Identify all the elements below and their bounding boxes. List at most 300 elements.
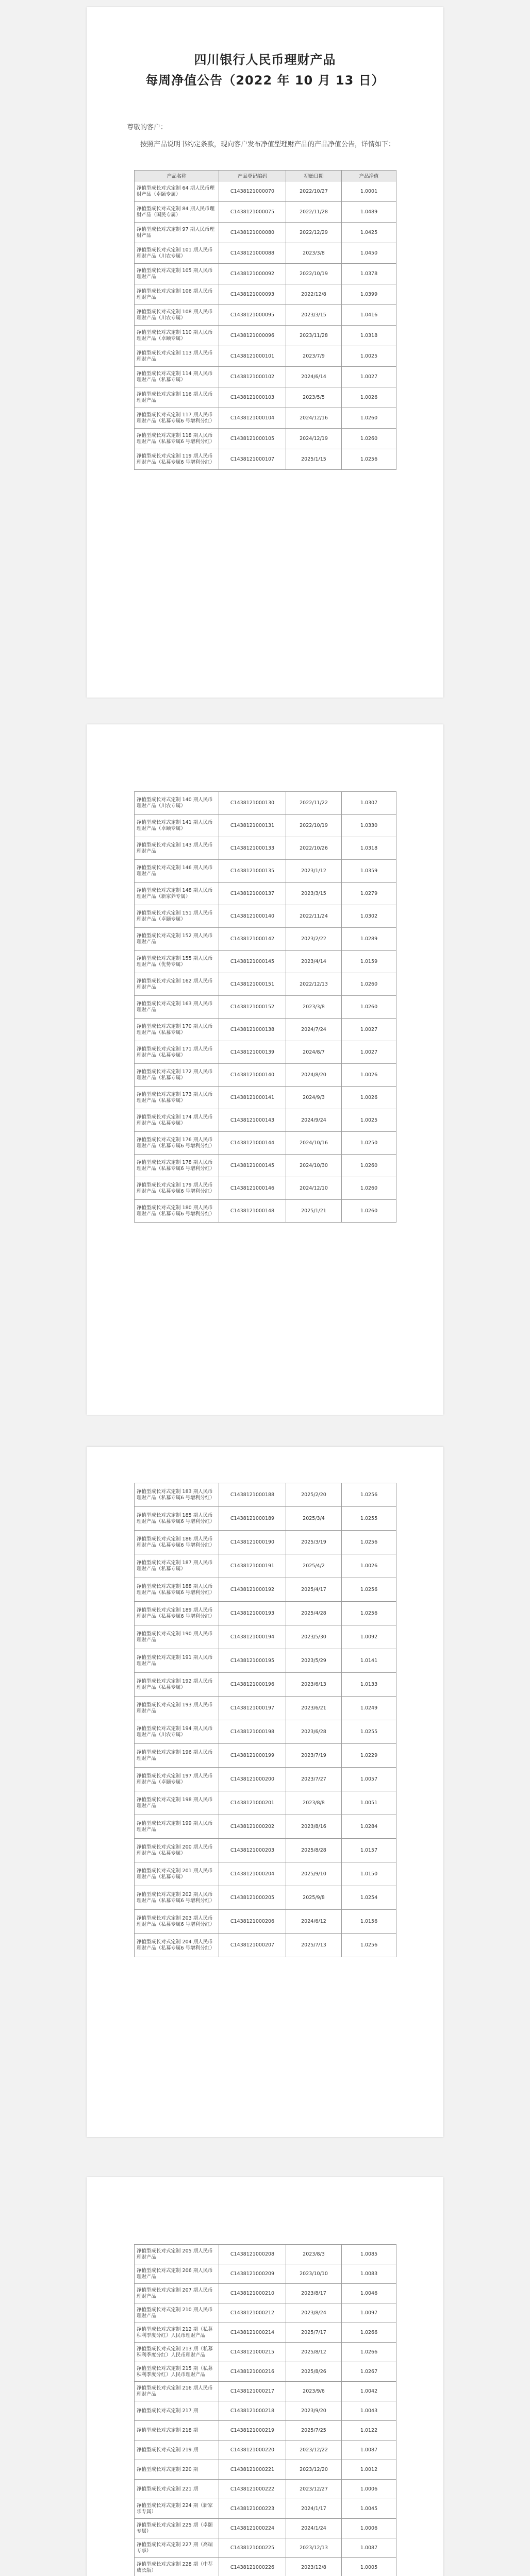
nav-value-cell: 1.0043 xyxy=(342,2401,396,2421)
nav-value-cell: 1.0450 xyxy=(342,243,396,264)
start-date-cell: 2023/6/28 xyxy=(286,1720,342,1744)
nav-value-cell: 1.0256 xyxy=(342,1483,396,1507)
product-code-cell: C1438121000192 xyxy=(219,1578,286,1602)
product-code-cell: C1438121000189 xyxy=(219,1507,286,1531)
product-name-cell: 净值型成长对式定制 194 期人民币理财产品（川农专属） xyxy=(135,1720,219,1744)
table-row xyxy=(135,1886,396,1910)
product-code-cell: C1438121000103 xyxy=(219,387,286,408)
nav-value-cell: 1.0260 xyxy=(342,1200,396,1223)
product-code-cell: C1438121000199 xyxy=(219,1744,286,1768)
start-date-cell: 2025/9/8 xyxy=(286,1886,342,1910)
nav-table-page-2 xyxy=(134,791,396,1223)
product-code-cell: C1438121000196 xyxy=(219,1673,286,1697)
start-date-cell: 2023/8/8 xyxy=(286,1791,342,1815)
product-name-cell: 净值型成长对式定制 206 期人民币理财产品 xyxy=(135,2264,219,2284)
start-date-cell: 2023/9/6 xyxy=(286,2382,342,2401)
start-date-cell: 2023/3/15 xyxy=(286,305,342,326)
nav-value-cell: 1.0399 xyxy=(342,284,396,305)
document-page-1 xyxy=(87,7,443,698)
product-name-cell: 净值型成长对式定制 117 期人民币理财产品（私募专属6 号增利分红） xyxy=(135,408,219,429)
table-row xyxy=(135,837,396,860)
nav-value-cell: 1.0006 xyxy=(342,2519,396,2538)
start-date-cell: 2024/1/24 xyxy=(286,2519,342,2538)
product-code-cell: C1438121000133 xyxy=(219,837,286,860)
nav-value-cell: 1.0133 xyxy=(342,1673,396,1697)
start-date-cell: 2023/12/13 xyxy=(286,2538,342,2558)
start-date-cell: 2024/6/14 xyxy=(286,367,342,387)
nav-value-cell: 1.0256 xyxy=(342,1934,396,1957)
product-code-cell: C1438121000151 xyxy=(219,973,286,996)
product-name-cell: 净值型成长对式定制 183 期人民币理财产品（私募专属6 号增利分红） xyxy=(135,1483,219,1507)
product-code-cell: C1438121000138 xyxy=(219,1019,286,1041)
nav-value-cell: 1.0256 xyxy=(342,1531,396,1554)
header-product-code: 产品登记编码 xyxy=(219,171,286,181)
start-date-cell: 2023/6/13 xyxy=(286,1673,342,1697)
product-code-cell: C1438121000226 xyxy=(219,2558,286,2576)
table-row xyxy=(135,387,396,408)
product-code-cell: C1438121000201 xyxy=(219,1791,286,1815)
product-code-cell: C1438121000080 xyxy=(219,223,286,243)
table-row xyxy=(135,2421,396,2441)
start-date-cell: 2024/10/30 xyxy=(286,1155,342,1177)
table-row xyxy=(135,1109,396,1132)
nav-value-cell: 1.0157 xyxy=(342,1839,396,1862)
product-name-cell: 净值型成长对式定制 224 期（新家乐专属） xyxy=(135,2499,219,2519)
nav-value-cell: 1.0266 xyxy=(342,2343,396,2362)
table-row xyxy=(135,429,396,449)
nav-value-cell: 1.0260 xyxy=(342,973,396,996)
product-name-cell: 净值型成长对式定制 97 期人民币理财产品 xyxy=(135,223,219,243)
nav-value-cell: 1.0255 xyxy=(342,1720,396,1744)
table-row xyxy=(135,2538,396,2558)
nav-value-cell: 1.0159 xyxy=(342,951,396,973)
nav-value-cell: 1.0256 xyxy=(342,1578,396,1602)
product-code-cell: C1438121000075 xyxy=(219,202,286,223)
nav-value-cell: 1.0141 xyxy=(342,1649,396,1673)
product-name-cell: 净值型成长对式定制 202 期人民币理财产品（私募专属6 号增利分红） xyxy=(135,1886,219,1910)
product-code-cell: C1438121000145 xyxy=(219,1155,286,1177)
table-row xyxy=(135,905,396,928)
start-date-cell: 2025/2/20 xyxy=(286,1483,342,1507)
start-date-cell: 2023/12/27 xyxy=(286,2480,342,2499)
table-row xyxy=(135,1132,396,1155)
start-date-cell: 2024/7/24 xyxy=(286,1019,342,1041)
table-row xyxy=(135,815,396,837)
product-name-cell: 净值型成长对式定制 180 期人民币理财产品（私募专属6 号增利分红） xyxy=(135,1200,219,1223)
product-name-cell: 净值型成长对式定制 203 期人民币理财产品（私募专属6 号增利分红） xyxy=(135,1910,219,1934)
table-row xyxy=(135,1791,396,1815)
start-date-cell: 2023/11/28 xyxy=(286,326,342,346)
product-code-cell: C1438121000105 xyxy=(219,429,286,449)
start-date-cell: 2022/11/24 xyxy=(286,905,342,928)
product-name-cell: 净值型成长对式定制 105 期人民币理财产品 xyxy=(135,264,219,284)
nav-value-cell: 1.0097 xyxy=(342,2303,396,2323)
start-date-cell: 2025/4/17 xyxy=(286,1578,342,1602)
start-date-cell: 2025/8/28 xyxy=(286,1839,342,1862)
product-code-cell: C1438121000137 xyxy=(219,883,286,905)
start-date-cell: 2025/1/21 xyxy=(286,1200,342,1223)
start-date-cell: 2022/10/27 xyxy=(286,181,342,202)
nav-value-cell: 1.0256 xyxy=(342,1602,396,1625)
start-date-cell: 2024/8/7 xyxy=(286,1041,342,1064)
start-date-cell: 2024/8/20 xyxy=(286,1064,342,1087)
nav-table-page-3 xyxy=(134,1483,396,1957)
product-name-cell: 净值型成长对式定制 193 期人民币理财产品 xyxy=(135,1697,219,1720)
table-row xyxy=(135,408,396,429)
table-row xyxy=(135,1041,396,1064)
product-code-cell: C1438121000070 xyxy=(219,181,286,202)
table-row xyxy=(135,1934,396,1957)
product-code-cell: C1438121000141 xyxy=(219,1087,286,1109)
nav-value-cell: 1.0254 xyxy=(342,1886,396,1910)
nav-value-cell: 1.0307 xyxy=(342,792,396,815)
start-date-cell: 2023/8/24 xyxy=(286,2303,342,2323)
product-code-cell: C1438121000214 xyxy=(219,2323,286,2343)
nav-value-cell: 1.0006 xyxy=(342,2480,396,2499)
nav-value-cell: 1.0260 xyxy=(342,429,396,449)
product-name-cell: 净值型成长对式定制 192 期人民币理财产品（私募专属） xyxy=(135,1673,219,1697)
table-row xyxy=(135,1649,396,1673)
start-date-cell: 2025/1/15 xyxy=(286,449,342,470)
product-name-cell: 净值型成长对式定制 172 期人民币理财产品（私募专属） xyxy=(135,1064,219,1087)
nav-value-cell: 1.0085 xyxy=(342,2245,396,2264)
product-code-cell: C1438121000204 xyxy=(219,1862,286,1886)
product-name-cell: 净值型成长对式定制 218 期 xyxy=(135,2421,219,2441)
product-code-cell: C1438121000217 xyxy=(219,2382,286,2401)
start-date-cell: 2025/8/12 xyxy=(286,2343,342,2362)
start-date-cell: 2024/12/10 xyxy=(286,1177,342,1200)
product-name-cell: 净值型成长对式定制 220 期 xyxy=(135,2460,219,2480)
header-nav: 产品净值 xyxy=(342,171,396,181)
start-date-cell: 2023/7/19 xyxy=(286,1744,342,1768)
table-header-row xyxy=(135,171,396,181)
product-code-cell: C1438121000202 xyxy=(219,1815,286,1839)
start-date-cell: 2023/6/21 xyxy=(286,1697,342,1720)
start-date-cell: 2023/8/3 xyxy=(286,2245,342,2264)
product-code-cell: C1438121000139 xyxy=(219,1041,286,1064)
product-name-cell: 净值型成长对式定制 186 期人民币理财产品（私募专属6 号增利分红） xyxy=(135,1531,219,1554)
nav-value-cell: 1.0045 xyxy=(342,2499,396,2519)
product-name-cell: 净值型成长对式定制 113 期人民币理财产品 xyxy=(135,346,219,367)
start-date-cell: 2024/9/3 xyxy=(286,1087,342,1109)
product-code-cell: C1438121000096 xyxy=(219,326,286,346)
product-code-cell: C1438121000131 xyxy=(219,815,286,837)
product-name-cell: 净值型成长对式定制 163 期人民币理财产品 xyxy=(135,996,219,1019)
document-page-4 xyxy=(87,2177,443,2576)
product-name-cell: 净值型成长对式定制 143 期人民币理财产品 xyxy=(135,837,219,860)
product-name-cell: 净值型成长对式定制 213 期（私募积利季度分红）人民币理财产品 xyxy=(135,2343,219,2362)
table-row xyxy=(135,2382,396,2401)
table-row xyxy=(135,792,396,815)
product-name-cell: 净值型成长对式定制 84 期人民币理财产品（国民专属） xyxy=(135,202,219,223)
product-name-cell: 净值型成长对式定制 189 期人民币理财产品（私募专属6 号增利分红） xyxy=(135,1602,219,1625)
table-row xyxy=(135,1720,396,1744)
product-code-cell: C1438121000221 xyxy=(219,2460,286,2480)
table-row xyxy=(135,951,396,973)
nav-value-cell: 1.0279 xyxy=(342,883,396,905)
product-code-cell: C1438121000146 xyxy=(219,1177,286,1200)
nav-value-cell: 1.0042 xyxy=(342,2382,396,2401)
product-code-cell: C1438121000188 xyxy=(219,1483,286,1507)
table-row xyxy=(135,996,396,1019)
nav-value-cell: 1.0025 xyxy=(342,1109,396,1132)
start-date-cell: 2023/1/12 xyxy=(286,860,342,883)
table-row xyxy=(135,928,396,951)
nav-value-cell: 1.0087 xyxy=(342,2441,396,2460)
product-name-cell: 净值型成长对式定制 204 期人民币理财产品（私募专属6 号增利分红） xyxy=(135,1934,219,1957)
nav-value-cell: 1.0260 xyxy=(342,1177,396,1200)
start-date-cell: 2023/3/8 xyxy=(286,243,342,264)
product-name-cell: 净值型成长对式定制 207 期人民币理财产品 xyxy=(135,2284,219,2303)
start-date-cell: 2025/7/25 xyxy=(286,2421,342,2441)
start-date-cell: 2024/6/12 xyxy=(286,1910,342,1934)
start-date-cell: 2023/4/14 xyxy=(286,951,342,973)
product-name-cell: 净值型成长对式定制 201 期人民币理财产品（私募专属） xyxy=(135,1862,219,1886)
product-code-cell: C1438121000095 xyxy=(219,305,286,326)
nav-value-cell: 1.0229 xyxy=(342,1744,396,1768)
nav-value-cell: 1.0267 xyxy=(342,2362,396,2382)
table-row xyxy=(135,264,396,284)
table-row xyxy=(135,367,396,387)
nav-value-cell: 1.0378 xyxy=(342,264,396,284)
product-code-cell: C1438121000207 xyxy=(219,1934,286,1957)
product-code-cell: C1438121000218 xyxy=(219,2401,286,2421)
nav-value-cell: 1.0027 xyxy=(342,367,396,387)
start-date-cell: 2022/10/19 xyxy=(286,815,342,837)
product-name-cell: 净值型成长对式定制 171 期人民币理财产品（私募专属） xyxy=(135,1041,219,1064)
product-name-cell: 净值型成长对式定制 176 期人民币理财产品（私募专属6 号增利分红） xyxy=(135,1132,219,1155)
nav-value-cell: 1.0051 xyxy=(342,1791,396,1815)
product-name-cell: 净值型成长对式定制 185 期人民币理财产品（私募专属6 号增利分红） xyxy=(135,1507,219,1531)
table-row xyxy=(135,326,396,346)
product-code-cell: C1438121000142 xyxy=(219,928,286,951)
product-name-cell: 净值型成长对式定制 228 期（中荐成长版） xyxy=(135,2558,219,2576)
start-date-cell: 2022/11/28 xyxy=(286,202,342,223)
start-date-cell: 2025/7/17 xyxy=(286,2323,342,2343)
table-row xyxy=(135,1602,396,1625)
nav-value-cell: 1.0330 xyxy=(342,815,396,837)
header-product-name: 产品名称 xyxy=(135,171,219,181)
document-page-2 xyxy=(87,724,443,1415)
table-row xyxy=(135,243,396,264)
start-date-cell: 2022/11/22 xyxy=(286,792,342,815)
product-code-cell: C1438121000210 xyxy=(219,2284,286,2303)
product-name-cell: 净值型成长对式定制 173 期人民币理财产品（私募专属） xyxy=(135,1087,219,1109)
table-row xyxy=(135,2264,396,2284)
product-code-cell: C1438121000101 xyxy=(219,346,286,367)
product-name-cell: 净值型成长对式定制 199 期人民币理财产品 xyxy=(135,1815,219,1839)
start-date-cell: 2023/12/22 xyxy=(286,2441,342,2460)
start-date-cell: 2022/12/8 xyxy=(286,284,342,305)
product-name-cell: 净值型成长对式定制 188 期人民币理财产品（私募专属6 号增利分红） xyxy=(135,1578,219,1602)
table-row xyxy=(135,2480,396,2499)
product-name-cell: 净值型成长对式定制 196 期人民币理财产品 xyxy=(135,1744,219,1768)
table-row xyxy=(135,2499,396,2519)
table-row xyxy=(135,1744,396,1768)
start-date-cell: 2024/9/24 xyxy=(286,1109,342,1132)
start-date-cell: 2023/2/22 xyxy=(286,928,342,951)
table-row xyxy=(135,2558,396,2576)
product-name-cell: 净值型成长对式定制 114 期人民币理财产品（私募专属） xyxy=(135,367,219,387)
start-date-cell: 2023/5/29 xyxy=(286,1649,342,1673)
nav-value-cell: 1.0057 xyxy=(342,1768,396,1791)
nav-value-cell: 1.0026 xyxy=(342,1064,396,1087)
nav-value-cell: 1.0260 xyxy=(342,996,396,1019)
nav-value-cell: 1.0012 xyxy=(342,2460,396,2480)
product-name-cell: 净值型成长对式定制 64 期人民币理财产品（卓颐专属） xyxy=(135,181,219,202)
product-name-cell: 净值型成长对式定制 118 期人民币理财产品（私募专属6 号增利分红） xyxy=(135,429,219,449)
product-name-cell: 净值型成长对式定制 141 期人民币理财产品（卓颐专属） xyxy=(135,815,219,837)
table-row xyxy=(135,1155,396,1177)
product-code-cell: C1438121000104 xyxy=(219,408,286,429)
product-code-cell: C1438121000140 xyxy=(219,1064,286,1087)
table-row xyxy=(135,1200,396,1223)
product-code-cell: C1438121000130 xyxy=(219,792,286,815)
start-date-cell: 2023/3/8 xyxy=(286,996,342,1019)
table-row xyxy=(135,1910,396,1934)
start-date-cell: 2023/12/8 xyxy=(286,2558,342,2576)
table-row xyxy=(135,2245,396,2264)
nav-value-cell: 1.0318 xyxy=(342,326,396,346)
nav-value-cell: 1.0150 xyxy=(342,1862,396,1886)
start-date-cell: 2023/5/5 xyxy=(286,387,342,408)
nav-value-cell: 1.0026 xyxy=(342,387,396,408)
nav-value-cell: 1.0489 xyxy=(342,202,396,223)
nav-value-cell: 1.0027 xyxy=(342,1041,396,1064)
start-date-cell: 2023/12/20 xyxy=(286,2460,342,2480)
product-name-cell: 净值型成长对式定制 212 期（私募积利季度分红）人民币理财产品 xyxy=(135,2323,219,2343)
nav-value-cell: 1.0260 xyxy=(342,408,396,429)
start-date-cell: 2022/10/19 xyxy=(286,264,342,284)
nav-value-cell: 1.0005 xyxy=(342,2558,396,2576)
table-row xyxy=(135,2441,396,2460)
nav-value-cell: 1.0256 xyxy=(342,449,396,470)
product-name-cell: 净值型成长对式定制 216 期人民币理财产品 xyxy=(135,2382,219,2401)
product-code-cell: C1438121000135 xyxy=(219,860,286,883)
product-name-cell: 净值型成长对式定制 116 期人民币理财产品 xyxy=(135,387,219,408)
nav-value-cell: 1.0416 xyxy=(342,305,396,326)
product-code-cell: C1438121000206 xyxy=(219,1910,286,1934)
product-name-cell: 净值型成长对式定制 155 期人民币理财产品（优势专属） xyxy=(135,951,219,973)
product-name-cell: 净值型成长对式定制 191 期人民币理财产品 xyxy=(135,1649,219,1673)
document-page-3 xyxy=(87,1447,443,2137)
product-name-cell: 净值型成长对式定制 198 期人民币理财产品 xyxy=(135,1791,219,1815)
start-date-cell: 2023/5/30 xyxy=(286,1625,342,1649)
table-row xyxy=(135,1697,396,1720)
product-code-cell: C1438121000144 xyxy=(219,1132,286,1155)
table-row xyxy=(135,1815,396,1839)
table-row xyxy=(135,1768,396,1791)
product-name-cell: 净值型成长对式定制 140 期人民币理财产品（川农专属） xyxy=(135,792,219,815)
table-row xyxy=(135,2519,396,2538)
greeting-text: 尊敬的客户： xyxy=(127,124,168,131)
product-code-cell: C1438121000197 xyxy=(219,1697,286,1720)
product-code-cell: C1438121000102 xyxy=(219,367,286,387)
start-date-cell: 2024/12/16 xyxy=(286,408,342,429)
product-name-cell: 净值型成长对式定制 106 期人民币理财产品 xyxy=(135,284,219,305)
table-row xyxy=(135,449,396,470)
product-name-cell: 净值型成长对式定制 170 期人民币理财产品（私募专属） xyxy=(135,1019,219,1041)
product-name-cell: 净值型成长对式定制 197 期人民币理财产品（卓颐专属） xyxy=(135,1768,219,1791)
product-name-cell: 净值型成长对式定制 178 期人民币理财产品（私募专属6 号增利分红） xyxy=(135,1155,219,1177)
start-date-cell: 2025/4/2 xyxy=(286,1554,342,1578)
product-name-cell: 净值型成长对式定制 217 期 xyxy=(135,2401,219,2421)
product-name-cell: 净值型成长对式定制 225 期（卓颐专属） xyxy=(135,2519,219,2538)
nav-table-page-4 xyxy=(134,2244,396,2576)
product-code-cell: C1438121000223 xyxy=(219,2499,286,2519)
product-code-cell: C1438121000224 xyxy=(219,2519,286,2538)
product-code-cell: C1438121000219 xyxy=(219,2421,286,2441)
table-row xyxy=(135,202,396,223)
product-name-cell: 净值型成长对式定制 152 期人民币理财产品 xyxy=(135,928,219,951)
nav-value-cell: 1.0255 xyxy=(342,1507,396,1531)
start-date-cell: 2024/12/19 xyxy=(286,429,342,449)
product-code-cell: C1438121000225 xyxy=(219,2538,286,2558)
start-date-cell: 2023/7/27 xyxy=(286,1768,342,1791)
table-row xyxy=(135,181,396,202)
table-row xyxy=(135,2323,396,2343)
product-code-cell: C1438121000212 xyxy=(219,2303,286,2323)
start-date-cell: 2023/10/10 xyxy=(286,2264,342,2284)
nav-value-cell: 1.0302 xyxy=(342,905,396,928)
product-code-cell: C1438121000203 xyxy=(219,1839,286,1862)
table-row xyxy=(135,346,396,367)
nav-value-cell: 1.0359 xyxy=(342,860,396,883)
table-row xyxy=(135,1483,396,1507)
nav-value-cell: 1.0026 xyxy=(342,1554,396,1578)
table-row xyxy=(135,860,396,883)
header-start-date: 初始日期 xyxy=(286,171,342,181)
table-row xyxy=(135,1839,396,1862)
product-code-cell: C1438121000145 xyxy=(219,951,286,973)
start-date-cell: 2025/8/26 xyxy=(286,2362,342,2382)
table-row xyxy=(135,1673,396,1697)
product-name-cell: 净值型成长对式定制 200 期人民币理财产品（私募专属） xyxy=(135,1839,219,1862)
nav-value-cell: 1.0027 xyxy=(342,1019,396,1041)
table-row xyxy=(135,1087,396,1109)
start-date-cell: 2025/7/13 xyxy=(286,1934,342,1957)
nav-value-cell: 1.0087 xyxy=(342,2538,396,2558)
table-row xyxy=(135,2362,396,2382)
nav-value-cell: 1.0425 xyxy=(342,223,396,243)
nav-value-cell: 1.0026 xyxy=(342,1087,396,1109)
nav-value-cell: 1.0156 xyxy=(342,1910,396,1934)
table-row xyxy=(135,2284,396,2303)
table-row xyxy=(135,305,396,326)
start-date-cell: 2022/12/13 xyxy=(286,973,342,996)
nav-value-cell: 1.0001 xyxy=(342,181,396,202)
product-name-cell: 净值型成长对式定制 221 期 xyxy=(135,2480,219,2499)
nav-value-cell: 1.0289 xyxy=(342,928,396,951)
product-name-cell: 净值型成长对式定制 108 期人民币理财产品（川农专属） xyxy=(135,305,219,326)
table-row xyxy=(135,973,396,996)
product-code-cell: C1438121000193 xyxy=(219,1602,286,1625)
product-code-cell: C1438121000200 xyxy=(219,1768,286,1791)
start-date-cell: 2023/3/15 xyxy=(286,883,342,905)
table-row xyxy=(135,2343,396,2362)
product-code-cell: C1438121000093 xyxy=(219,284,286,305)
start-date-cell: 2024/1/17 xyxy=(286,2499,342,2519)
document-title-line-2: 每周净值公告（2022 年 10 月 13 日） xyxy=(145,73,385,88)
product-name-cell: 净值型成长对式定制 151 期人民币理财产品（卓颐专属） xyxy=(135,905,219,928)
product-code-cell: C1438121000220 xyxy=(219,2441,286,2460)
start-date-cell: 2022/10/26 xyxy=(286,837,342,860)
document-title-line-1: 四川银行人民币理财产品 xyxy=(194,53,336,67)
product-name-cell: 净值型成长对式定制 210 期人民币理财产品 xyxy=(135,2303,219,2323)
start-date-cell: 2025/3/4 xyxy=(286,1507,342,1531)
product-code-cell: C1438121000205 xyxy=(219,1886,286,1910)
product-code-cell: C1438121000208 xyxy=(219,2245,286,2264)
